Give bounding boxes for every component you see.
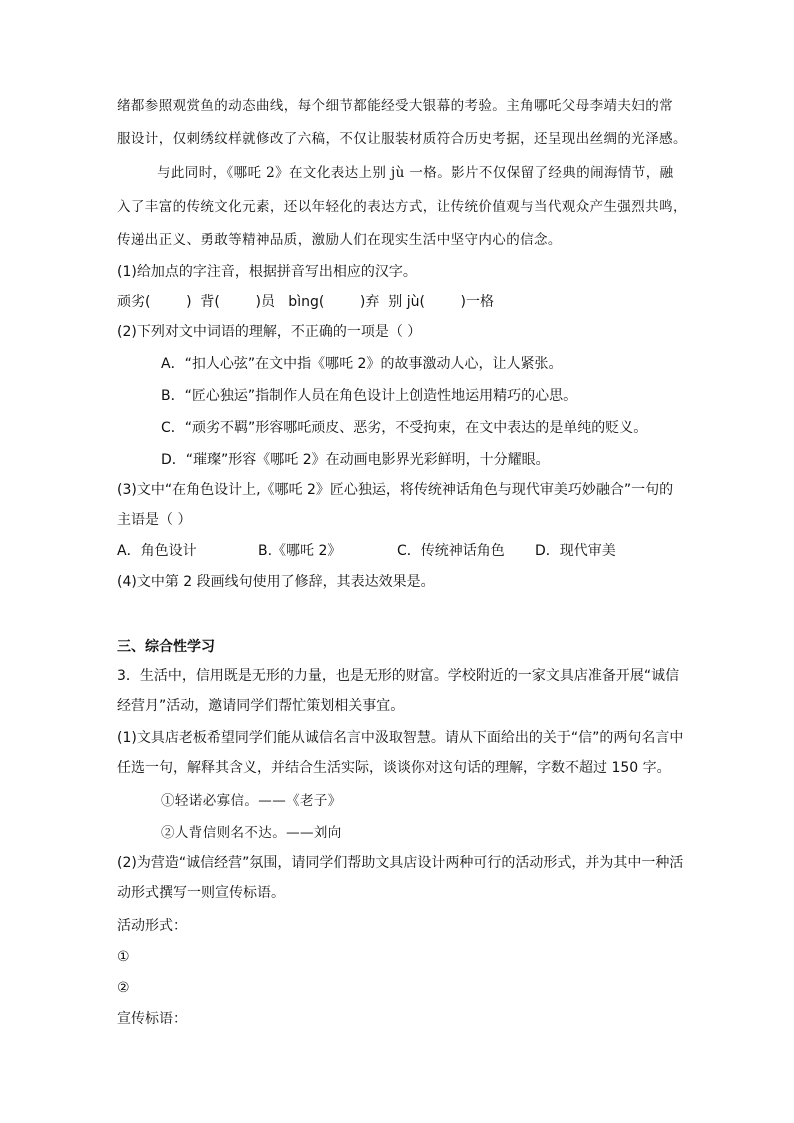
q3-line-2: 主语是（ ） <box>117 512 192 528</box>
q3-option-d: D．现代审美 <box>535 543 616 559</box>
section3-sub2-line-2: 动形式撰写一则宣传标语。 <box>117 885 285 901</box>
passage-line-3: 与此同时，《哪吒 2》在文化表达上别 jù 一格。影片不仅保留了经典的闹海情节，融 <box>157 165 674 181</box>
q4-title: (4)文中第 2 段画线句使用了修辞，其表达效果是。 <box>117 574 435 590</box>
q3-option-b: B.《哪吒 2》 <box>258 543 342 559</box>
q1-items: 顽劣( ) 背( )员 bìng( )弃 别 jù( )一格 <box>117 294 495 310</box>
q2-option-c: C．“顽劣不羁”形容哪吒顽皮、恶劣，不受拘束，在文中表达的是单纯的贬义。 <box>161 420 648 436</box>
section3-intro-1: 3．生活中，信用既是无形的力量，也是无形的财富。学校附近的一家文具店准备开展“诚信 <box>117 668 680 684</box>
q3-option-c: C．传统神话角色 <box>397 543 505 559</box>
activity-form-2: ② <box>117 980 130 996</box>
passage-line-5: 传递出正义、勇敢等精神品质，激励人们在现实生活中坚守内心的信念。 <box>117 232 562 248</box>
activity-form-1: ① <box>117 949 130 965</box>
q2-option-b: B．“匠心独运”指制作人员在角色设计上创造性地运用精巧的心思。 <box>161 388 578 404</box>
passage-line-2: 服设计，仅刺绣纹样就修改了六稿，不仅让服装材质符合历史考据，还呈现出丝绸的光泽感。 <box>117 131 687 147</box>
section-heading: 三、综合性学习 <box>117 639 215 655</box>
activity-form-label: 活动形式： <box>117 918 187 934</box>
quote-2: ②人背信则名不达。——刘向 <box>161 825 342 841</box>
q2-option-a: A．“扣人心弦”在文中指《哪吒 2》的故事激动人心，让人紧张。 <box>161 356 563 372</box>
slogan-label: 宣传标语： <box>117 1011 187 1027</box>
q3-option-a: A．角色设计 <box>117 543 197 559</box>
section3-intro-2: 经营月”活动，邀请同学们帮忙策划相关事宜。 <box>117 698 405 714</box>
section3-sub1-line-2: 任选一句，解释其含义，并结合生活实际，谈谈你对这句话的理解，字数不超过 150 字。 <box>117 760 671 776</box>
passage-line-1: 绪都参照观赏鱼的动态曲线，每个细节都能经受大银幕的考验。主角哪吒父母李靖夫妇的常 <box>117 98 673 114</box>
q2-title: (2)下列对文中词语的理解，不正确的一项是（ ） <box>117 324 422 340</box>
section3-sub2-line-1: (2)为营造“诚信经营”氛围，请同学们帮助文具店设计两种可行的活动形式，并为其中一种活 <box>117 855 684 871</box>
section3-sub1-line-1: (1)文具店老板希望同学们能从诚信名言中汲取智慧。请从下面给出的关于“信”的两句名言中 <box>117 730 684 746</box>
passage-line-4: 入了丰富的传统文化元素，还以年轻化的表达方式，让传统价值观与当代观众产生强烈共鸣， <box>117 199 687 215</box>
q2-option-d: D．“璀璨”形容《哪吒 2》在动画电影界光彩鲜明，十分耀眼。 <box>161 452 550 468</box>
q1-title: (1)给加点的字注音，根据拼音写出相应的汉字。 <box>117 264 417 280</box>
quote-1: ①轻诺必寡信。——《老子》 <box>161 793 342 809</box>
q3-line-1: (3)文中“在角色设计上,《哪吒 2》匠心独运，将传统神话角色与现代审美巧妙融合”一句的 <box>117 482 674 498</box>
